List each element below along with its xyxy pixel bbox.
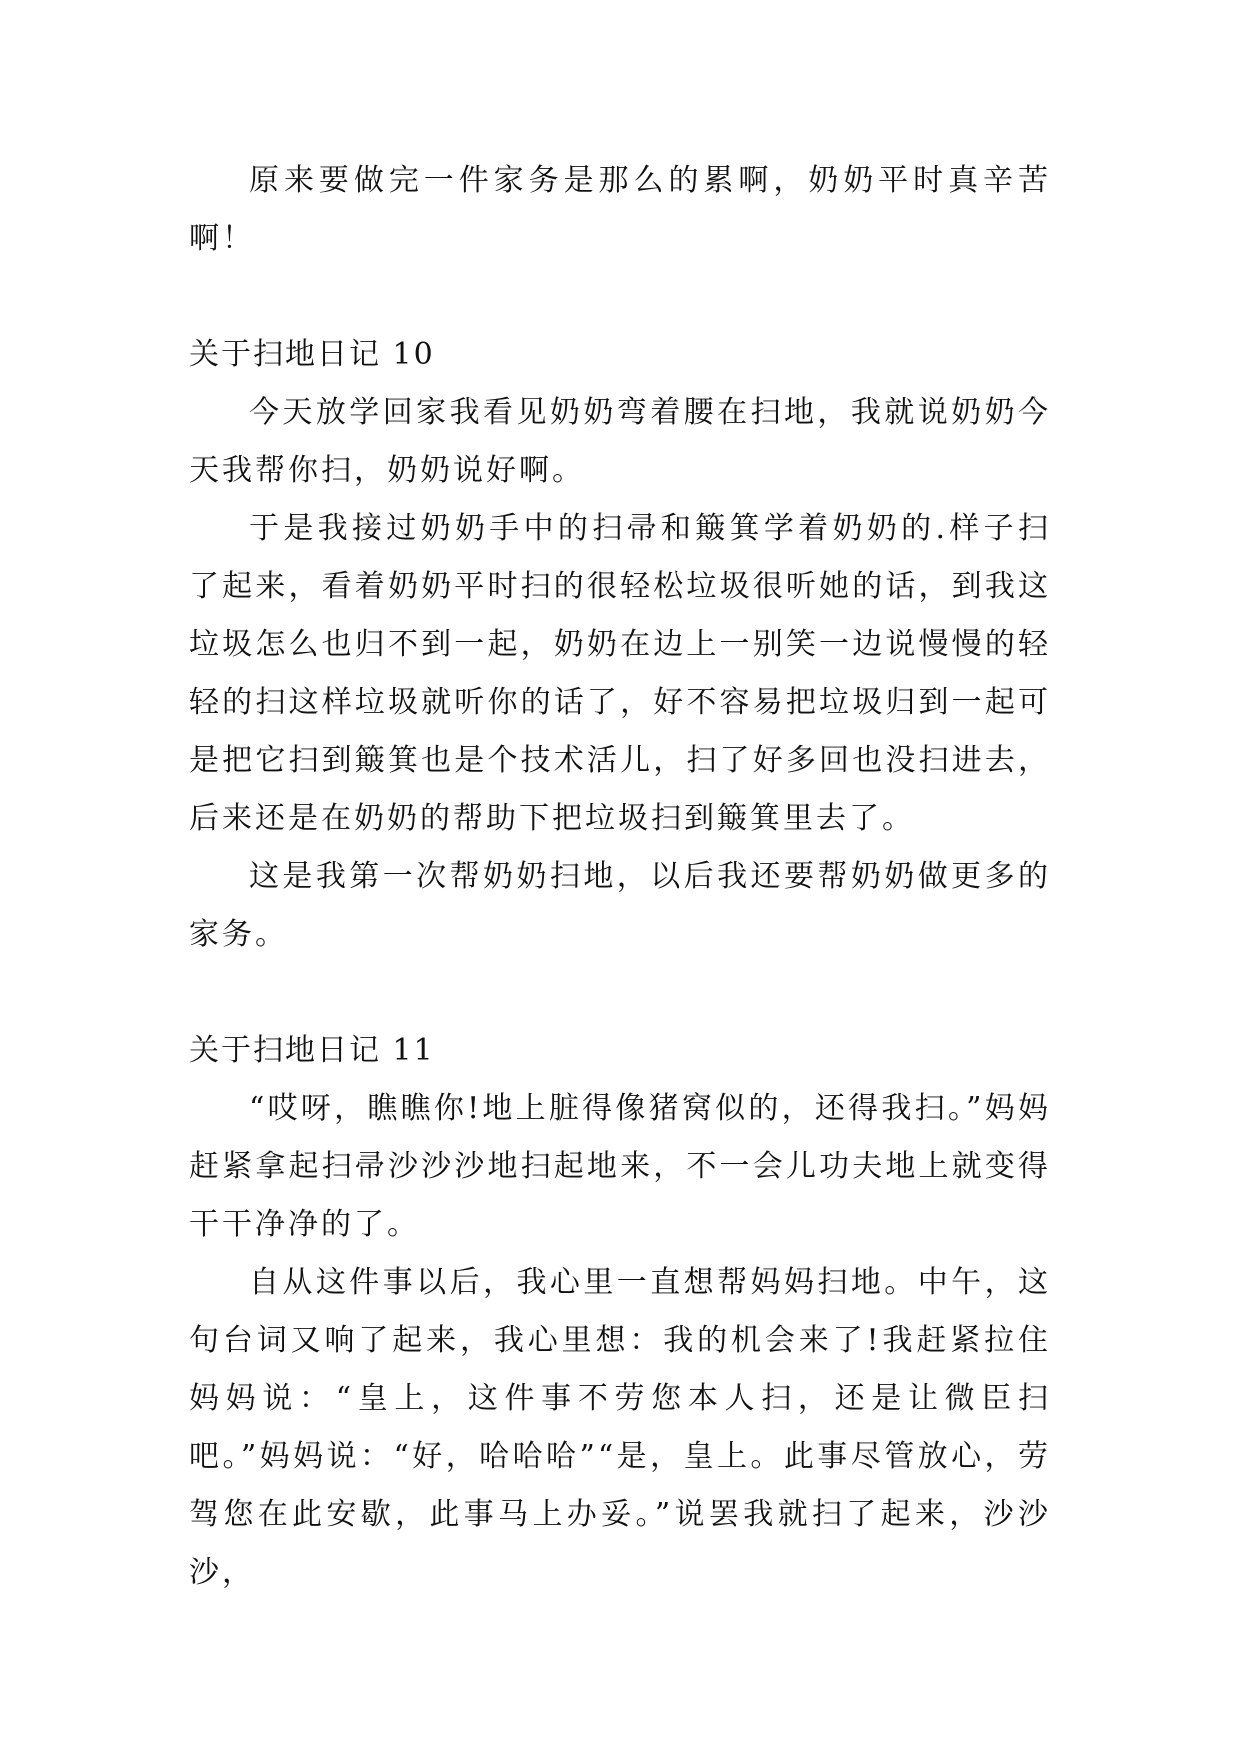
section-gap [189, 268, 1051, 326]
paragraph: 原来要做完一件家务是那么的累啊，奶奶平时真辛苦啊！ [189, 163, 1051, 256]
section-heading: 关于扫地日记 10 [189, 337, 435, 372]
section-gap [189, 964, 1051, 1022]
paragraph: 今天放学回家我看见奶奶弯着腰在扫地，我就说奶奶今天我帮你扫，奶奶说好啊。 [189, 395, 1051, 488]
paragraph: “哎呀，瞧瞧你!地上脏得像猪窝似的，还得我扫。”妈妈赶紧拿起扫帚沙沙沙地扫起地来，不一会儿功夫地上就变得干干净净的了。 [189, 1091, 1051, 1242]
paragraph: 于是我接过奶奶手中的扫帚和簸箕学着奶奶的.样子扫了起来，看着奶奶平时扫的很轻松垃圾很听她的话，到我这垃圾怎么也归不到一起，奶奶在边上一别笑一边说慢慢的轻轻的扫这样垃圾就听你的话了，好不容易把垃圾归到一起可是把它扫到簸箕也是个技术活儿，扫了好多回也没扫进去，后来还是在奶奶的帮助下把垃圾扫到簸箕里去了。 [189, 511, 1051, 836]
document-page [189, 152, 1051, 1602]
paragraph: 这是我第一次帮奶奶扫地，以后我还要帮奶奶做更多的家务。 [189, 859, 1051, 952]
paragraph: 自从这件事以后，我心里一直想帮妈妈扫地。中午，这句台词又响了起来，我心里想：我的机会来了!我赶紧拉住妈妈说：“皇上，这件事不劳您本人扫，还是让微臣扫吧。”妈妈说：“好，哈哈哈”“是，皇上。此事尽管放心，劳驾您在此安歇，此事马上办妥。”说罢我就扫了起来，沙沙沙， [189, 1265, 1051, 1590]
section-heading: 关于扫地日记 11 [189, 1033, 435, 1068]
